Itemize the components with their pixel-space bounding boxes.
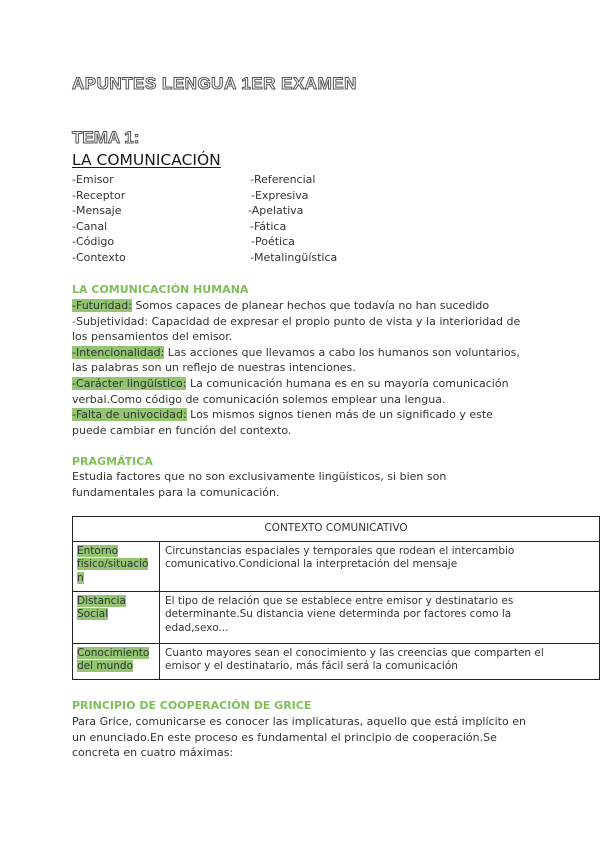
cell-line: Circunstancias espaciales y temporales que rodean el intercambio: [165, 544, 515, 557]
table-header: CONTEXTO COMUNICATIVO: [73, 517, 600, 542]
tema-label: TEMA 1:: [72, 128, 140, 147]
list-item: -Contexto: [72, 250, 126, 264]
label-line: n: [77, 571, 84, 584]
humana-heading: LA COMUNICACIÓN HUMANA: [72, 283, 249, 296]
list-item: -Emisor: [72, 173, 114, 186]
label-line: Social: [77, 608, 109, 620]
pragmatica-paragraph: [72, 469, 532, 500]
table-header-row: [73, 517, 600, 542]
term-intencionalidad: -Intencionalidad:: [72, 345, 165, 359]
definition-text: verbal.Como código de comunicación solemos emplear una lengua.: [72, 392, 446, 406]
definition-text: las palabras son un reflejo de nuestras intenciones.: [72, 361, 356, 375]
definition-text: puede cambiar en función del contexto.: [72, 423, 292, 437]
definition-text: Los mismos signos tienen más de un significado y este: [186, 408, 493, 422]
list-item: -Expresiva: [251, 188, 309, 202]
elements-list: [72, 172, 126, 266]
row-text: [160, 643, 600, 679]
paragraph-line: fundamentales para la comunicación.: [72, 485, 280, 499]
row-label: [73, 643, 160, 679]
list-item: -Referencial: [250, 173, 316, 186]
list-item: -Receptor: [72, 188, 126, 202]
cell-line: El tipo de relación que se establece entre emisor y destinatario es: [165, 594, 514, 607]
cell-line: determinante.Su distancia viene determinda por factores como la: [165, 608, 512, 620]
paragraph-line: concreta en cuatro máximas:: [72, 746, 234, 760]
table-row: [73, 541, 600, 591]
label-line: físico/situació: [77, 558, 149, 570]
label-line: Distancia: [77, 594, 126, 607]
cell-line: comunicativo.Condicional la interpretación del mensaje: [165, 558, 458, 570]
grice-paragraph: [72, 714, 532, 761]
cell-line: Cuanto mayores sean el conocimiento y las creencias que comparten el: [165, 646, 544, 659]
functions-list: [248, 172, 337, 266]
table-row: [73, 591, 600, 643]
row-text: [160, 591, 600, 643]
list-item: -Código: [72, 235, 115, 249]
document-title: APUNTES LENGUA 1ER EXAMEN: [72, 74, 357, 93]
paragraph-line: Para Grice, comunicarse es conocer las implicaturas, aquello que está implícito en: [72, 715, 526, 728]
definition-text: Somos capaces de planear hechos que todavía no han sucedido: [131, 299, 490, 312]
definition-text: -Subjetividad: Capacidad de expresar el propio punto de vista y la interioridad de: [72, 314, 521, 328]
list-item: -Metalingüística: [250, 250, 338, 264]
section-heading: LA COMUNICACIÓN: [72, 151, 221, 169]
cell-line: emisor y el destinatario, más fácil será la comunicación: [165, 660, 458, 672]
label-line: del mundo: [77, 660, 134, 672]
term-falta-univocidad: -Falta de univocidad:: [72, 408, 187, 422]
label-line: Conocimiento: [77, 646, 150, 659]
humana-paragraph: [72, 298, 532, 438]
pragmatica-heading: PRAGMÁTICA: [72, 455, 153, 468]
row-label: [73, 541, 160, 591]
table-row: [73, 643, 600, 679]
label-line: Entorno: [77, 544, 119, 557]
definition-text: Las acciones que llevamos a cabo los humanos son voluntarios,: [164, 345, 520, 359]
paragraph-line: Estudia factores que no son exclusivamente lingüísticos, si bien son: [72, 470, 447, 483]
definition-text: La comunicación humana es en su mayoría comunicación: [186, 376, 509, 390]
row-label: [73, 591, 160, 643]
definition-text: los pensamientos del emisor.: [72, 330, 233, 344]
list-item: -Canal: [72, 219, 108, 233]
context-table: [72, 516, 600, 680]
grice-heading: PRINCIPIO DE COOPERACIÓN DE GRICE: [72, 699, 312, 712]
list-item: -Poética: [251, 235, 295, 249]
term-caracter: -Carácter lingüístico:: [72, 376, 187, 390]
cell-line: edad,sexo...: [165, 621, 229, 634]
paragraph-line: un enunciado.En este proceso es fundamental el principio de cooperación.Se: [72, 730, 497, 744]
row-text: [160, 541, 600, 591]
list-item: -Mensaje: [72, 204, 122, 218]
list-item: -Apelativa: [248, 204, 304, 218]
list-item: -Fática: [250, 219, 287, 233]
term-futuridad: -Futuridad:: [72, 299, 132, 312]
